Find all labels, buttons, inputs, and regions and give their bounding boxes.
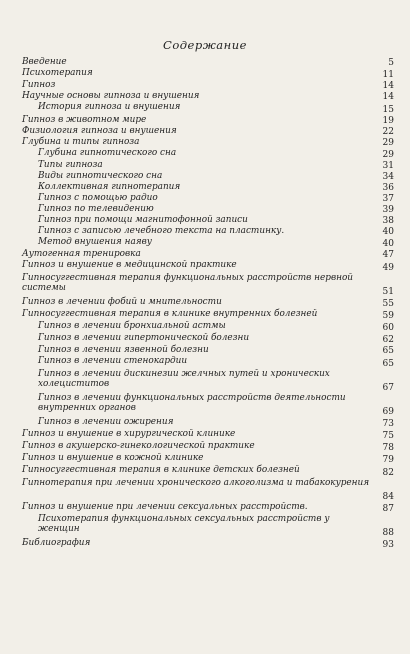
toc-entry-page: 31: [382, 160, 394, 171]
toc-entry-title: Гипноз по телевидению: [38, 204, 154, 214]
toc-entry: [22, 539, 394, 551]
toc-entry-title: Гипноз и внушение в кожной клинике: [22, 453, 204, 463]
toc-entry-page: 62: [382, 334, 394, 345]
toc-entry-title: Гипноз и внушение в хирургической клинике: [22, 429, 236, 439]
toc-entry-page: 65: [382, 358, 394, 369]
toc-entry-page: 82: [382, 467, 394, 478]
toc-entry-title: Гипноз в лечении функциональных расстройств деятельности внутренних органов: [38, 393, 346, 413]
toc-entry-page: 37: [382, 193, 394, 204]
toc-entry-page: 38: [382, 215, 394, 226]
toc-entry-page: 29: [382, 149, 394, 160]
toc-entry-title: Гипноз с записью лечебного текста на пластинку.: [38, 226, 285, 236]
toc-entry-page: 5: [388, 57, 394, 68]
toc-entry-page: 49: [382, 262, 394, 273]
toc-entry-page: 29: [382, 137, 394, 148]
toc-entry-page: 78: [382, 442, 394, 453]
toc-entry-page: 47: [382, 249, 394, 260]
toc-entry-page: 36: [382, 182, 394, 193]
toc-list: [22, 58, 394, 551]
toc-entry-page: 40: [382, 226, 394, 237]
toc-entry-page: 79: [382, 454, 394, 465]
toc-entry-page: 15: [382, 104, 394, 115]
toc-entry-title: Психотерапия функциональных сексуальных расстройств у женщин: [38, 514, 330, 534]
toc-entry-title: Метод внушения наяву: [38, 237, 152, 247]
toc-entry-page: 14: [382, 91, 394, 102]
toc-entry-title: Гипноз в акушерско-гинекологической практике: [22, 441, 255, 451]
toc-entry-title: Введение: [22, 57, 67, 67]
toc-entry-title: Гипносуггестивная терапия в клинике внутренних болезней: [22, 309, 318, 319]
toc-entry-page: 75: [382, 430, 394, 441]
toc-entry-title: Библиография: [22, 538, 91, 548]
toc-entry-page: 34: [382, 171, 394, 182]
toc-entry-title: Гипнотерапия при лечении хронического алкоголизма и табакокурения: [22, 478, 370, 488]
toc-entry-page: 65: [382, 345, 394, 356]
toc-entry-page: 87: [382, 503, 394, 514]
toc-entry: [22, 479, 394, 503]
toc-entry-title: Гипноз в лечении стенокардии: [38, 356, 188, 366]
toc-entry-page: 22: [382, 126, 394, 137]
toc-entry-title: Гипноз в лечении гипертонической болезни: [38, 333, 250, 343]
toc-entry-title: Глубина и типы гипноза: [22, 137, 140, 147]
toc-entry-title: Гипноз в лечении дискинезии желчных путей и хронических холециститов: [38, 369, 330, 389]
toc-entry-title: Аутогенная тренировка: [22, 249, 141, 259]
toc-entry-title: Физиология гипноза и внушения: [22, 126, 177, 136]
toc-entry-title: Гипносуггестивная терапия функциональных расстройств нервной системы: [22, 273, 354, 293]
toc-entry-title: Коллективная гипнотерапия: [38, 182, 181, 192]
toc-entry-title: Гипносуггестивная терапия в клинике детских болезней: [22, 465, 300, 475]
toc-entry-page: 59: [382, 310, 394, 321]
toc-entry: [22, 69, 394, 81]
toc-entry-title: Гипноз и внушение при лечении сексуальных расстройств.: [22, 502, 308, 512]
toc-entry: [22, 370, 394, 394]
toc-entry-title: Типы гипноза: [38, 160, 103, 170]
toc-entry-page: 39: [382, 204, 394, 215]
toc-entry-page: 60: [382, 322, 394, 333]
toc-entry-page: 69: [382, 406, 394, 417]
toc-entry-page: 14: [382, 80, 394, 91]
toc-entry-page: 88: [382, 527, 394, 538]
toc-entry-page: 67: [382, 382, 394, 393]
toc-entry: [22, 515, 394, 539]
toc-entry-title: Гипноз с помощью радио: [38, 193, 158, 203]
toc-entry-page: 73: [382, 418, 394, 429]
toc-entry-page: 93: [382, 539, 394, 550]
toc-entry-title: Виды гипнотического сна: [38, 171, 163, 181]
toc-entry-title: Научные основы гипноза и внушения: [22, 91, 200, 101]
page-title: Содержание: [163, 38, 247, 52]
toc-entry-page: 51: [382, 286, 394, 297]
toc-entry-title: Гипноз при помощи магнитофонной записи: [38, 215, 248, 225]
toc-entry-title: Гипноз в животном мире: [22, 115, 147, 125]
toc-entry-page: 55: [382, 298, 394, 309]
toc-entry-title: Глубина гипнотического сна: [38, 148, 177, 158]
toc-entry-title: Гипноз в лечении фобий и мнительности: [22, 297, 222, 307]
toc-entry: [22, 394, 394, 418]
toc-entry-title: Гипноз в лечении ожирения: [38, 417, 174, 427]
toc-entry-title: Гипноз и внушение в медицинской практике: [22, 260, 237, 270]
toc-entry-page: 11: [382, 69, 394, 80]
toc-entry-title: Гипноз в лечении язвенной болезни: [38, 345, 209, 355]
toc-entry-title: Гипноз в лечении бронхиальной астмы: [38, 321, 226, 331]
toc-entry-title: Гипноз: [22, 80, 56, 90]
toc-entry-page: 84: [382, 491, 394, 502]
toc-entry-page: 19: [382, 115, 394, 126]
toc-entry-title: Психотерапия: [22, 68, 93, 78]
toc-entry-title: История гипноза и внушения: [38, 102, 181, 112]
toc-entry: [22, 274, 394, 298]
toc-entry-page: 40: [382, 238, 394, 249]
